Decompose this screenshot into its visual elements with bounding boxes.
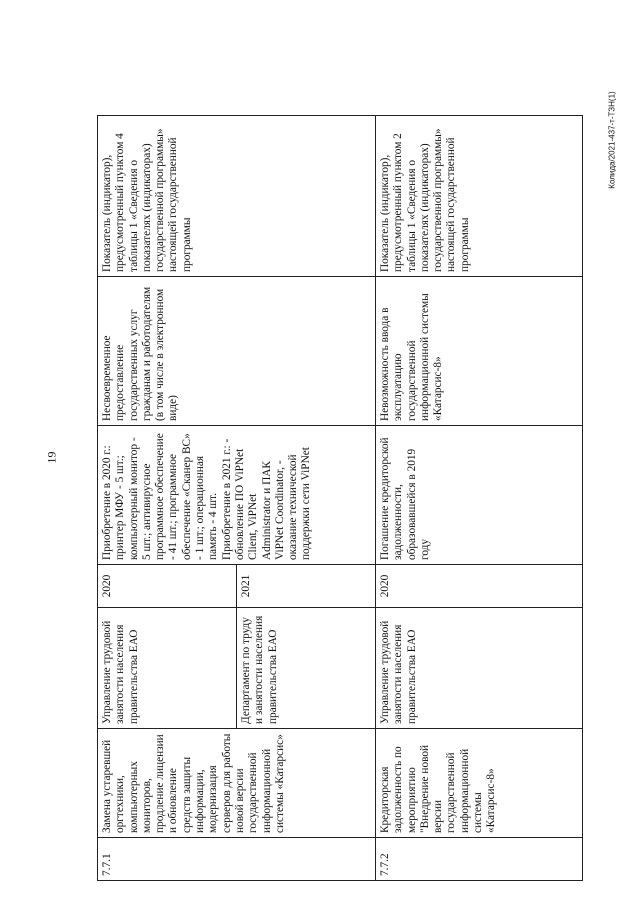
cell-executor: Управление трудовой занятости населения правительства ЕАО xyxy=(98,608,237,729)
cell-risk: Невозможность ввода в эксплуатацию государственной информационной системы «Катарсис-8» xyxy=(376,277,583,426)
cell-executor: Департамент по труду и занятости населения правительства ЕАО xyxy=(237,608,376,729)
cell-activity: Замена устаревшей оргтехники, компьютерных мониторов, продление лицензии и обновление средств защиты информации, модернизация серверов для работы новой версии государственной информационной системы «Катарсис» xyxy=(98,729,376,838)
table-row xyxy=(98,116,237,881)
cell-year: 2021 xyxy=(237,565,376,608)
cell-description: Приобретение в 2020 г.: принтер МФУ - 5 шт.; компьютерный монитор - 5 шт.; антивирусное программное обеспечение - 41 шт.; программное обеспечение «Сканер ВС» - 1 шт.; операционная память - 4 шт. Приобретение в 2021 г.: - обновление ПО ViPNet Client, ViPNet Administrator и ПАК ViPNet Coordinator, - оказание технической поддержки сети ViPNet xyxy=(98,426,376,565)
cell-number: 7.7.2 xyxy=(376,838,583,881)
rotated-table xyxy=(97,115,583,881)
program-table xyxy=(97,115,583,881)
cell-activity: Кредиторская задолженность по мероприятию "Внедрение новой версии государственной информационной системы «Катарсис-8» xyxy=(376,729,583,838)
cell-risk: Несвоевременное предоставление государственных услуг гражданам и работодателям (в том числе в электронном виде) xyxy=(98,277,376,426)
page-number: 19 xyxy=(44,451,59,464)
cell-year: 2020 xyxy=(376,565,583,608)
cell-description: Погашение кредиторской задолженности, образовавшейся в 2019 году xyxy=(376,426,583,565)
cell-indicator: Показатель (индикатор), предусмотренный пунктом 2 таблицы 1 «Сведения о показателях (индикаторах) государственной программы» настоящей государственной программы xyxy=(376,116,583,277)
cell-indicator: Показатель (индикатор), предусмотренный пунктом 4 таблицы 1 «Сведения о показателях (индикаторах) государственной программы» настоящей государственной программы xyxy=(98,116,376,277)
table-row xyxy=(376,116,583,881)
cell-executor: Управление трудовой занятости населения правительства ЕАО xyxy=(376,608,583,729)
side-code xyxy=(605,70,619,210)
cell-number: 7.7.1 xyxy=(98,838,376,881)
cell-year: 2020 xyxy=(98,565,237,608)
rotated-table-frame xyxy=(97,114,584,881)
side-code-text: Колида/2021-437-т-ТЗН(1) xyxy=(607,91,617,189)
